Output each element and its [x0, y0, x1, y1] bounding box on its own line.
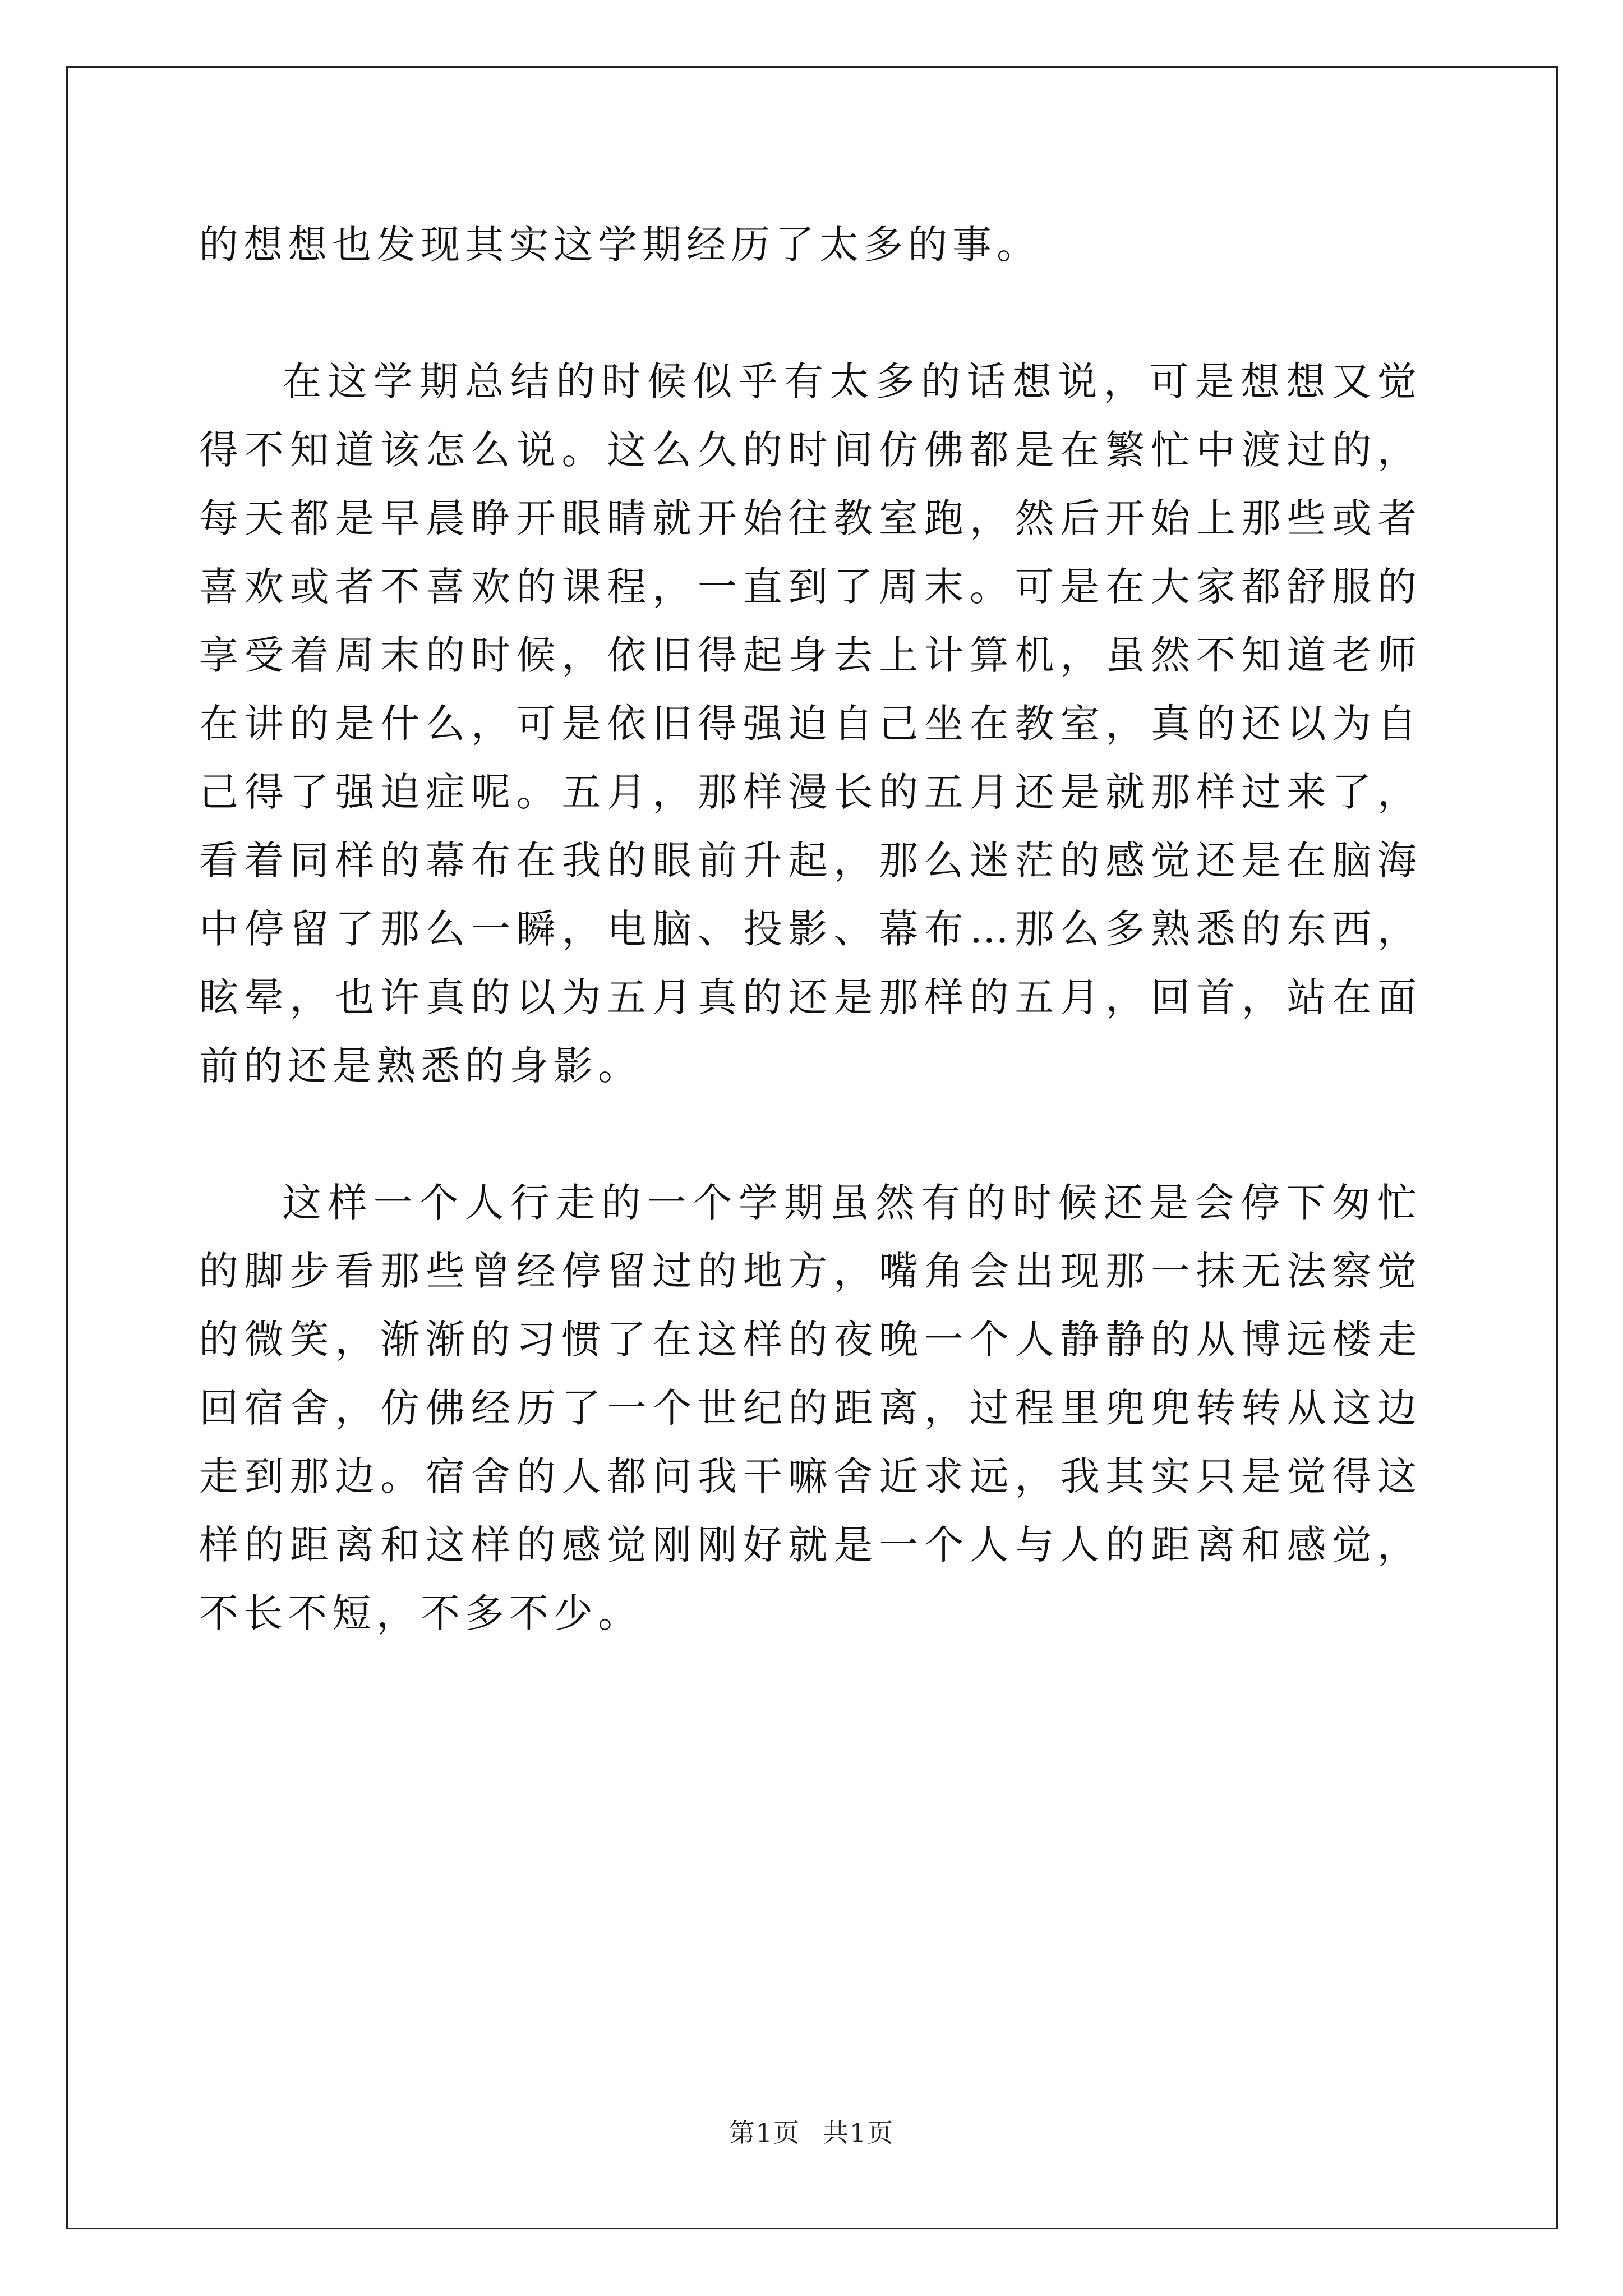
paragraph-3: 这样一个人行走的一个学期虽然有的时候还是会停下匆忙的脚步看那些曾经停留过的地方，嘴角会出现那一抹无法察觉的微笑，渐渐的习惯了在这样的夜晚一个人静静的从博远楼走回宿舍，仿佛经历了一个世纪的距离，过程里兜兜转转从这边走到那边。宿舍的人都问我干嘛舍近求远，我其实只是觉得这样的距离和这样的感觉刚刚好就是一个人与人的距离和感觉，不长不短，不多不少。	[199, 1180, 1422, 1636]
paragraph-1: 的想想也发现其实这学期经历了太多的事。	[199, 222, 1041, 268]
page-number-total: 共1页	[823, 2118, 895, 2148]
page-number-current: 第1页	[728, 2118, 800, 2148]
page-footer	[0, 2116, 1623, 2150]
paragraph-2: 在这学期总结的时候似乎有太多的话想说，可是想想又觉得不知道该怎么说。这么久的时间仿佛都是在繁忙中渡过的，每天都是早晨睁开眼睛就开始往教室跑，然后开始上那些或者喜欢或者不喜欢的课程，一直到了周末。可是在大家都舒服的享受着周末的时候，依旧得起身去上计算机，虽然不知道老师在讲的是什么，可是依旧得强迫自己坐在教室，真的还以为自己得了强迫症呢。五月，那样漫长的五月还是就那样过来了，看着同样的幕布在我的眼前升起，那么迷茫的感觉还是在脑海中停留了那么一瞬，电脑、投影、幕布…那么多熟悉的东西，眩晕，也许真的以为五月真的还是那样的五月，回首，站在面前的还是熟悉的身影。	[199, 358, 1422, 1089]
document-body	[199, 210, 1422, 1648]
